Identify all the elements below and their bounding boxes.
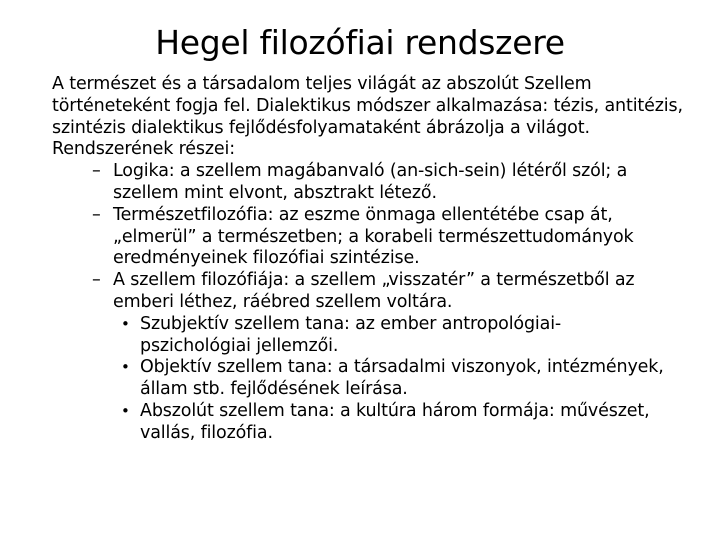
part-text: Természetfilozófia: az eszme önmaga ellentétébe csap át, „elmerül” a természetben; a korabeli természettudományok eredményeinek filozófiai szintézise.	[113, 204, 634, 269]
part-text: Logika: a szellem magábanvaló (an-sich-sein) létéről szól; a szellem mint elvont, absztrakt létező.	[113, 161, 628, 203]
dash-marker: –	[92, 161, 101, 182]
subpart-text: Objektív szellem tana: a társadalmi viszonyok, intézmények, állam stb. fejlődésének leírása.	[140, 357, 664, 400]
bullet-marker: •	[121, 314, 130, 333]
subpart-item-subjective-spirit	[52, 314, 670, 358]
part-item-philosophy-of-spirit	[52, 270, 690, 314]
bullet-marker: •	[121, 358, 130, 377]
parts-heading: Rendszerének részei:	[52, 139, 235, 160]
slide-title: Hegel filozófiai rendszere	[155, 23, 565, 62]
subpart-item-absolute-spirit	[52, 401, 670, 445]
part-item-natural-philosophy	[52, 205, 690, 270]
part-text: A szellem filozófiája: a szellem „visszatér” a természetből az emberi léthez, ráébred szellem voltára.	[113, 270, 635, 312]
bullet-marker: •	[121, 401, 130, 420]
dash-marker: –	[92, 204, 101, 225]
subpart-text: Szubjektív szellem tana: az ember antropológiai-pszichológiai jellemzői.	[140, 313, 562, 356]
part-item-logic	[52, 161, 690, 205]
intro-paragraph: A természet és a társadalom teljes világát az abszolút Szellem történeteként fogja fel. Dialektikus módszer alkalmazása: tézis, antitézis, szintézis dialektikus fejlődésfolyamataként ábrázolja a világot.	[52, 74, 683, 138]
subpart-item-objective-spirit	[52, 357, 670, 401]
slide-body	[52, 74, 712, 445]
subpart-text: Abszolút szellem tana: a kultúra három formája: művészet, vallás, filozófia.	[140, 400, 650, 443]
dash-marker: –	[92, 270, 101, 291]
